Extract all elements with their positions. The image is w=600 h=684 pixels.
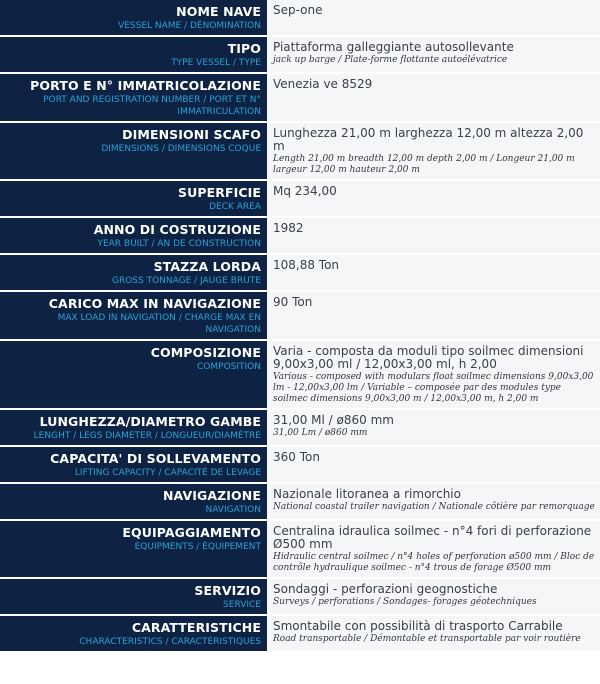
spec-value-translation: Length 21,00 m breadth 12,00 m depth 2,00 m / Longeur 21,00 m largeur 12,00 m hauteur 2,00 m [273,154,575,175]
spec-value: Varia - composta da moduli tipo soilmec dimensioni 9,00x3,00 ml / 12,00x3,00 ml, h 2,00 [273,344,584,371]
spec-value: Piattaforma galleggiante autosollevante [273,40,514,54]
spec-label: CAPACITA' DI SOLLEVAMENTO [50,451,261,466]
spec-label: SUPERFICIE [177,185,261,200]
spec-row [0,217,600,254]
spec-label-cell [0,0,267,36]
spec-label: CARICO MAX IN NAVIGAZIONE [48,296,261,311]
spec-value-cell [267,0,600,36]
spec-row [0,180,600,217]
spec-label-cell [0,520,267,578]
spec-value-translation: jack up barge / Plate-forme flottante autoélévatrice [273,55,508,65]
spec-label-cell [0,615,267,652]
spec-sub-label: TYPE VESSEL / TYPE [171,58,261,68]
spec-value: Mq 234,00 [273,184,337,198]
spec-value-cell [267,520,600,578]
spec-value-cell [267,340,600,409]
spec-label: CARATTERISTICHE [131,620,261,635]
spec-value: 108,88 Ton [273,258,340,272]
spec-label-cell [0,340,267,409]
spec-row [0,73,600,122]
spec-value-cell [267,36,600,73]
spec-sub-label: LENGHT / LEGS DIAMETER / LONGUEUR/DIAMÈTRE [33,431,261,441]
spec-label-cell [0,254,267,291]
spec-value-translation: National coastal trailer navigation / Nationale côtière par remorquage [273,502,595,512]
spec-value-cell [267,615,600,652]
spec-value-translation: Surveys / perforations / Sondages- forages géotechniques [273,597,537,607]
spec-value: Centralina idraulica soilmec - n°4 fori di perforazione Ø500 mm [273,524,592,551]
spec-label: SERVIZIO [194,583,261,598]
spec-row [0,483,600,520]
spec-row [0,36,600,73]
spec-label-cell [0,122,267,180]
spec-value-translation: 31,00 Lm / ø860 mm [273,428,368,438]
spec-sub-label: DECK AREA [209,202,261,212]
spec-label-cell [0,483,267,520]
spec-row [0,254,600,291]
spec-sub-label: MAX LOAD IN NAVIGATION / CHARGE MAX EN NAVIGATION [57,313,261,335]
spec-label: EQUIPAGGIAMENTO [122,525,261,540]
spec-label-cell [0,409,267,446]
spec-sub-label: VESSEL NAME / DÉNOMINATION [118,21,261,31]
spec-value-translation: Various - composed with modulars float soilmec dimensions 9,00x3,00 lm - 12,00x3,00 lm / Variable – composée par des modules type soilmec dimensions 9,00x3,00 m / 12,00x3,00 m, h 2,00 m [273,372,594,404]
spec-sub-label: DIMENSIONS / DIMENSIONS COQUE [101,144,261,154]
spec-value-cell [267,446,600,483]
spec-label-cell [0,73,267,122]
spec-value-cell [267,180,600,217]
spec-row [0,520,600,578]
spec-label: TIPO [227,41,261,56]
spec-sub-label: NAVIGATION [205,505,261,515]
spec-row [0,291,600,340]
spec-label: PORTO E N° IMMATRICOLAZIONE [30,78,261,93]
spec-label-cell [0,446,267,483]
spec-label-cell [0,36,267,73]
spec-value: 31,00 Ml / ø860 mm [273,413,394,427]
spec-value: Sep-one [273,3,323,17]
spec-label-cell [0,217,267,254]
spec-label: NOME NAVE [176,4,261,19]
spec-sub-label: SERVICE [223,600,261,610]
spec-value: Nazionale litoranea a rimorchio [273,487,461,501]
spec-row [0,122,600,180]
spec-label: LUNGHEZZA/DIAMETRO GAMBE [39,414,261,429]
spec-row [0,409,600,446]
spec-value-cell [267,254,600,291]
spec-value-cell [267,73,600,122]
spec-label-cell [0,180,267,217]
spec-value: Smontabile con possibilità di trasporto Carrabile [273,619,563,633]
spec-value-cell [267,483,600,520]
spec-label: NAVIGAZIONE [163,488,261,503]
spec-value-cell [267,217,600,254]
spec-value-cell [267,122,600,180]
spec-row [0,615,600,652]
spec-value-cell [267,578,600,615]
spec-value-cell [267,409,600,446]
spec-label: ANNO DI COSTRUZIONE [93,222,261,237]
spec-row [0,446,600,483]
spec-sub-label: EQUIPMENTS / ÉQUIPEMENT [134,542,261,552]
spec-label: COMPOSIZIONE [150,345,261,360]
spec-value: Venezia ve 8529 [273,77,373,91]
spec-sub-label: LIFTING CAPACITY / CAPACITÉ DE LEVAGE [74,468,261,478]
spec-value: Lunghezza 21,00 m larghezza 12,00 m altezza 2,00 m [273,126,584,153]
spec-value-translation: Hidraulic central soilmec / n°4 holes of perforation ø500 mm / Bloc de contrôle hydraulique soilmec - n°4 trous de forage Ø500 mm [273,552,595,573]
spec-value-translation: Road transportable / Démontable et transportable par voir routière [273,634,581,644]
spec-row [0,340,600,409]
spec-value: Sondaggi - perforazioni geognostiche [273,582,498,596]
spec-sub-label: PORT AND REGISTRATION NUMBER / PORT ET N° IMMATRICULATION [43,95,261,117]
spec-value: 90 Ton [273,295,313,309]
spec-sub-label: CHARACTERISTICS / CARACTÉRISTIQUES [79,637,261,647]
spec-label: DIMENSIONI SCAFO [122,127,261,142]
spec-row [0,0,600,36]
spec-sub-label: COMPOSITION [197,362,261,372]
spec-label-cell [0,291,267,340]
spec-value: 1982 [273,221,304,235]
spec-value-cell [267,291,600,340]
spec-row [0,578,600,615]
spec-value: 360 Ton [273,450,320,464]
spec-sub-label: GROSS TONNAGE / JAUGE BRUTE [111,276,261,286]
spec-sub-label: YEAR BUILT / AN DE CONSTRUCTION [97,239,261,249]
spec-label-cell [0,578,267,615]
spec-label: STAZZA LORDA [153,259,261,274]
